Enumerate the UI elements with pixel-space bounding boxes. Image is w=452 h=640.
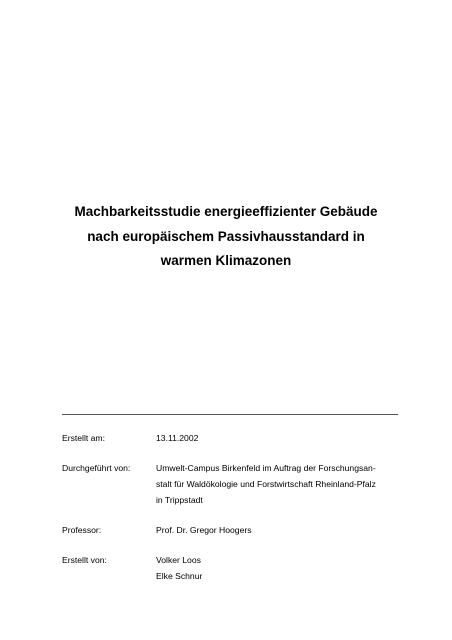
info-value: in Trippstadt	[156, 495, 203, 505]
document-title	[40, 200, 412, 274]
info-value: 13.11.2002	[156, 433, 199, 443]
info-label: Durchgeführt von:	[62, 463, 131, 473]
info-label: Professor:	[62, 525, 102, 535]
title-line-3: warmen Klimazonen	[160, 253, 292, 268]
info-value: Prof. Dr. Gregor Hoogers	[156, 525, 252, 535]
info-row-conducted-by	[62, 460, 402, 508]
info-values	[156, 522, 402, 538]
info-label: Erstellt von:	[62, 555, 107, 565]
info-table	[62, 430, 402, 598]
info-row-authors	[62, 552, 402, 584]
title-line-1: Machbarkeitsstudie energieeffizienter Gebäude	[74, 204, 378, 219]
info-values	[156, 430, 402, 446]
info-row-professor	[62, 522, 402, 538]
info-value: Elke Schnur	[156, 571, 203, 581]
info-value: Umwelt-Campus Birkenfeld im Auftrag der Forschungsan-	[156, 463, 376, 473]
horizontal-divider	[62, 414, 398, 415]
info-row-created-on	[62, 430, 402, 446]
info-values	[156, 460, 402, 508]
info-label: Erstellt am:	[62, 433, 105, 443]
title-line-2: nach europäischem Passivhausstandard in	[87, 228, 365, 244]
info-values	[156, 552, 402, 584]
info-value: stalt für Waldökologie und Forstwirtschaft Rheinland-Pfalz	[156, 479, 376, 489]
info-value: Volker Loos	[156, 555, 201, 565]
